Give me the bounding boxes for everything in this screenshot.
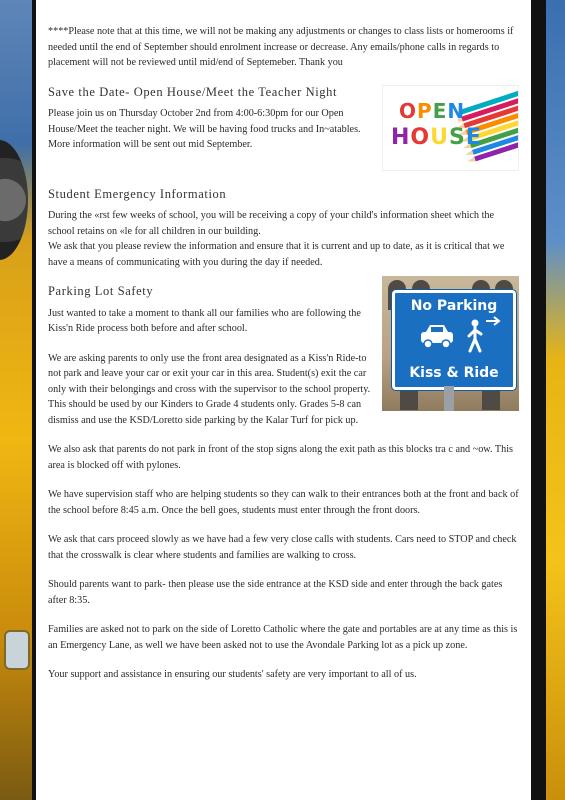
parking-paragraph-7: Families are asked not to park on the side of Loretto Catholic where the gate and portables are at any time as this is an Emergency Lane, as well we have been asked not to use the Avondale Parking lot as a pick up zone. (48, 624, 518, 651)
bus-mirror (0, 140, 28, 260)
parking-paragraph-3: We also ask that parents do not park in front of the stop signs along the exit path as this blocks tra c and ~ow. This area is blocked off with pylones. (48, 444, 514, 471)
open-house-heading: Save the Date- Open House/Meet the Teacher Night (48, 84, 338, 99)
parking-paragraph-2: We are asking parents to only use the front area designated as a Kiss'n Ride-to not park and leave your car or exit your car in this area. Student(s) exit the car only with their belongings and cross with the supervisor to the school property. This should be used by our Kinders to Grade 4 students only. Grades 5-8 can dismiss and use the KSD/Loretto side parking by the Kalar Turf for pick up. (48, 352, 371, 426)
parking-paragraph-6: Should parents want to park- then please use the side entrance at the KSD side and enter through the back gates after 8:35. (48, 579, 503, 606)
emergency-paragraph-1: During the «rst few weeks of school, you will be receiving a copy of your child's information sheet which the school retains on «le for all children in our building. (48, 210, 495, 237)
open-house-section (48, 85, 519, 177)
sign-line1: No Parking (410, 298, 498, 314)
open-house-image-line2: HOUSE (391, 124, 482, 150)
no-parking-sign (392, 290, 516, 390)
open-house-image-line1: OPEN (399, 98, 466, 123)
open-house-image (382, 85, 519, 171)
parking-paragraph-4: We have supervision staff who are helping students so they can walk to their entrances both at the front and back of the school before 8:45 a.m. Once the bell goes, students must enter through the front doors. (48, 489, 519, 516)
emergency-paragraph-2: We ask that you please review the information and ensure that it is current and up to date, as it is critical that we have a means of communicating with you during the day if needed. (48, 241, 505, 268)
open-house-body: Please join us on Thursday October 2nd from 4:00-6:30pm for our Open House/Meet the teacher night. We will be having food trucks and In~atables. More information will be sent out mid September. (48, 108, 361, 150)
bus-light (4, 630, 30, 670)
parking-paragraph-8: Your support and assistance in ensuring our students' safety are very important to all of us. (48, 669, 417, 680)
parking-heading: Parking Lot Safety (48, 284, 154, 298)
parking-paragraph-5: We ask that cars proceed slowly as we have had a few very close calls with students. Cars need to STOP and check that the crosswalk is clear where students and families are walking to cross. (48, 534, 517, 561)
kiss-and-ride-sign-image (382, 276, 519, 411)
school-bus-background-left (0, 0, 32, 800)
pedestrian-icon (465, 319, 485, 353)
newsletter-page (36, 0, 531, 800)
sign-pole (444, 386, 454, 411)
emergency-section (48, 187, 519, 271)
sign-line2: Kiss & Ride (409, 364, 499, 381)
parking-paragraph-1: Just wanted to take a moment to thank all our families who are following the Kiss'n Ride process both before and after school. (48, 307, 361, 334)
emergency-heading: Student Emergency Information (48, 186, 227, 201)
school-bus-background-right (546, 0, 565, 800)
parking-section (48, 284, 519, 683)
placement-notice: ****Please note that at this time, we will not be making any adjustments or changes to class lists or homerooms if needed until the end of September should enrolment increase or decrease. Any emails/phone calls in regards to placement will not be reviewed until mid/end of Septemeber. Thank you (48, 26, 514, 68)
arrow-right-icon (485, 315, 503, 327)
page-border-right (531, 0, 546, 800)
car-icon (419, 323, 455, 349)
